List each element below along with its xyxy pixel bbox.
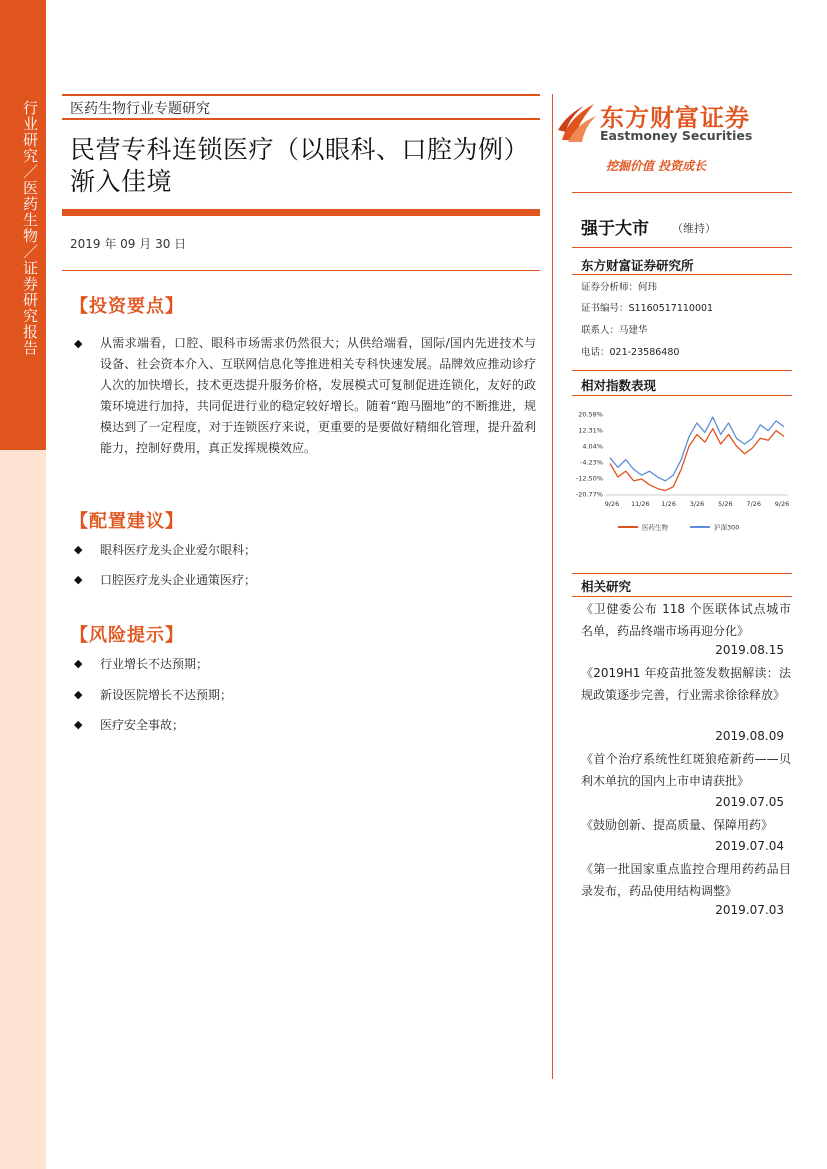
right-rule <box>572 192 792 193</box>
x-tick-label: 9/26 <box>604 500 620 508</box>
right-rule <box>572 370 792 371</box>
bullet-icon: ◆ <box>74 573 83 586</box>
x-tick-label: 11/26 <box>630 500 650 508</box>
y-tick-label: -12.50% <box>575 474 603 483</box>
legend-label: 医药生物 <box>642 523 668 532</box>
risk-item: 行业增长不达预期； <box>100 657 209 671</box>
related-date: 2019.08.15 <box>715 643 784 657</box>
bullet-icon: ◆ <box>74 337 83 350</box>
brand-name-en: Eastmoney Securities <box>600 128 753 143</box>
y-tick-label: 12.31% <box>578 426 603 435</box>
relative-index-chart <box>572 402 792 542</box>
investment-paragraph: 从需求端看，口腔、眼科市场需求仍然很大；从供给端看，国际/国内先进技术与设备、社会资本介入、互联网信息化等推进相关专科快速发展。品牌效应推动诊疗人次的加快增长，技术更迭提升服务价格，发展模式可复制促进连锁化，友好的政策环境进行加持，共同促进行业的稳定较好增长。随着“跑马圈地”的不断推进，规模达到了一定程度，对于连锁医疗来说，更重要的是要做好精细化管理，提升盈利能力，控制好费用，真正发挥规模效应。 <box>100 336 536 455</box>
x-tick-label: 5/26 <box>718 500 733 508</box>
bullet-icon: ◆ <box>74 543 83 556</box>
series-line <box>610 417 784 481</box>
right-rule <box>572 596 792 597</box>
allocation-item: 口腔医疗龙头企业通策医疗； <box>100 573 257 587</box>
related-item[interactable]: 《卫健委公布 118 个医联体试点城市名单，药品终端市场再迎分化》 <box>581 602 791 638</box>
report-category: 医药生物行业专题研究 <box>70 101 210 117</box>
y-tick-label: 20.58% <box>578 410 603 419</box>
investment-heading: 【投资要点】 <box>70 296 184 317</box>
page-title: 民营专科连锁医疗（以眼科、口腔为例）渐入佳境 <box>70 135 530 196</box>
bullet-icon: ◆ <box>74 718 83 731</box>
analyst-name: 证券分析师：何玮 <box>581 282 658 293</box>
bullet-icon: ◆ <box>74 688 83 701</box>
header-rule-top <box>62 94 540 96</box>
legend-label: 沪深300 <box>714 523 740 532</box>
title-rule <box>62 209 540 216</box>
brand-name: 东方财富证券 <box>600 104 750 132</box>
risk-item: 新设医院增长不达预期； <box>100 688 233 702</box>
rating-label: 强于大市 <box>581 219 649 239</box>
brand-logo-icon <box>558 100 598 144</box>
allocation-heading: 【配置建议】 <box>70 511 184 532</box>
brand-slogan: 挖掘价值 投资成长 <box>606 159 707 173</box>
right-rule <box>572 274 792 275</box>
y-tick-label: 4.04% <box>582 442 603 451</box>
related-date: 2019.07.03 <box>715 903 784 917</box>
y-tick-label: -20.77% <box>575 490 603 499</box>
column-divider <box>552 94 553 1079</box>
contact-phone: 电话：021-23586480 <box>581 347 680 358</box>
x-tick-label: 7/26 <box>746 500 761 508</box>
header-rule <box>62 118 540 120</box>
rating-note: （维持） <box>672 222 716 235</box>
series-line <box>610 429 784 491</box>
risk-item: 医疗安全事故； <box>100 718 185 732</box>
allocation-item: 眼科医疗龙头企业爱尔眼科； <box>100 543 257 557</box>
right-rule <box>572 395 792 396</box>
cert-number: 证书编号：S1160517110001 <box>581 303 714 314</box>
contact-name: 联系人：马建华 <box>581 325 648 336</box>
institute-name: 东方财富证券研究所 <box>581 258 694 273</box>
side-label: 行业研究／医药生物／证券研究报告 <box>21 100 39 356</box>
related-item[interactable]: 《鼓励创新、提高质量、保障用药》 <box>581 818 774 832</box>
related-item[interactable]: 《2019H1 年疫苗批签发数据解读：法规政策逐步完善，行业需求徐徐释放》 <box>581 666 791 702</box>
x-tick-label: 9/26 <box>774 500 790 508</box>
date-rule <box>62 270 540 271</box>
x-tick-label: 1/26 <box>661 500 676 508</box>
related-item[interactable]: 《首个治疗系统性红斑狼疮新药——贝利木单抗的国内上市申请获批》 <box>581 752 791 788</box>
x-tick-label: 3/26 <box>689 500 705 508</box>
right-rule <box>572 573 792 574</box>
related-date: 2019.07.04 <box>715 839 784 853</box>
y-tick-label: -4.23% <box>580 458 603 467</box>
related-item[interactable]: 《第一批国家重点监控合理用药药品目录发布，药品使用结构调整》 <box>581 862 791 898</box>
right-rule <box>572 247 792 248</box>
risk-heading: 【风险提示】 <box>70 625 184 646</box>
bullet-icon: ◆ <box>74 657 83 670</box>
report-date: 2019 年 09 月 30 日 <box>70 237 187 251</box>
chart-title: 相对指数表现 <box>581 378 657 393</box>
related-date: 2019.07.05 <box>715 795 784 809</box>
related-date: 2019.08.09 <box>715 729 784 743</box>
related-heading: 相关研究 <box>581 579 632 594</box>
